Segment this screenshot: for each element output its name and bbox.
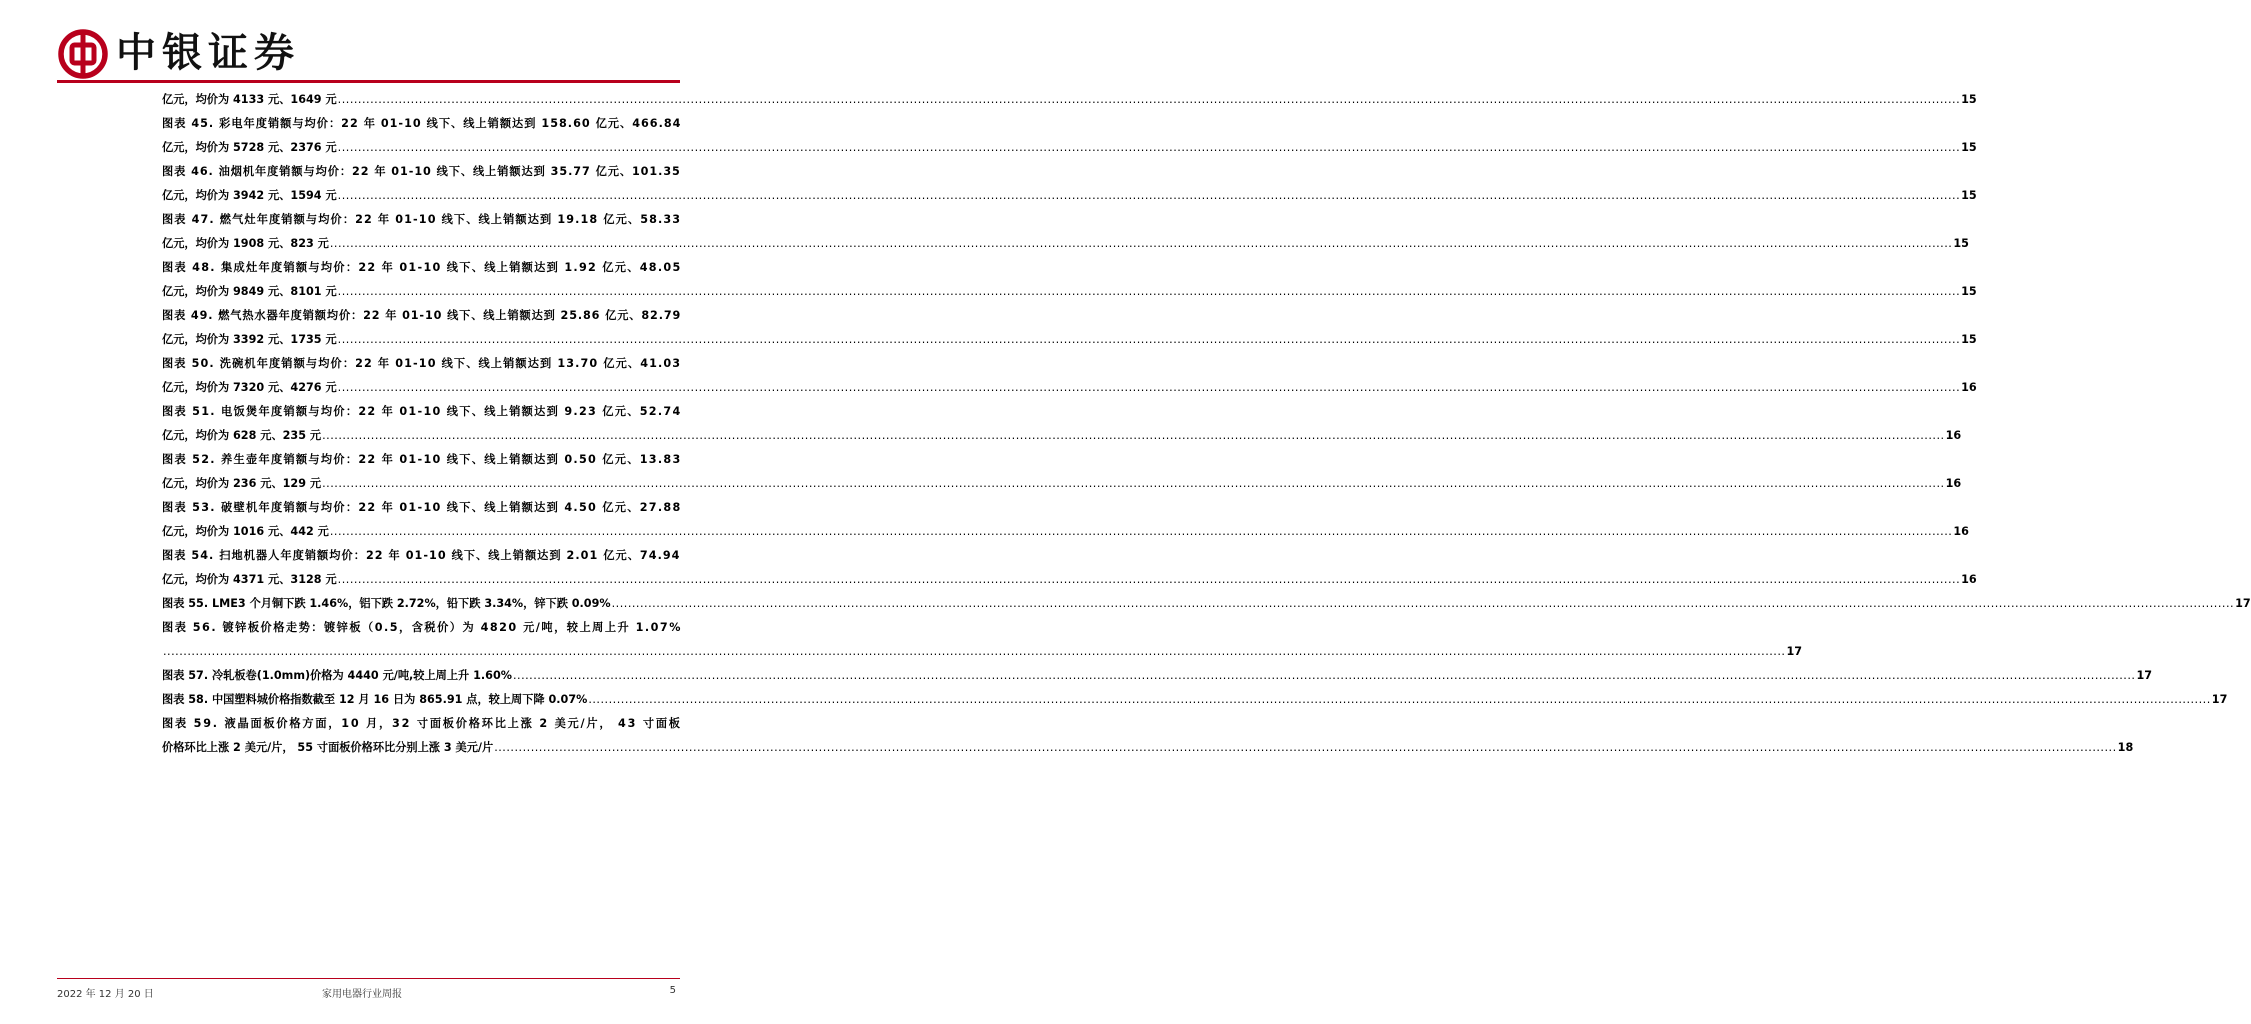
toc-entry[interactable] (162, 664, 2153, 688)
toc-entry-title-continuation: 亿元，均价为 3392 元、1735 元 (162, 333, 337, 346)
toc-entry[interactable] (162, 256, 1977, 304)
dot-leader: ................................................................................................................................................................................................................................................................................................................................................................................................................ (512, 669, 2136, 682)
brand-name: 中银证券 (116, 29, 300, 76)
toc-entry-page-number: 16 (1945, 477, 1962, 490)
toc-entry[interactable] (162, 160, 1977, 208)
dot-leader: ................................................................................................................................................................................................................................................................................................................................................................................................................ (337, 333, 1961, 346)
toc-entry-title-continuation: 图表 55. LME3 个月铜下跌 1.46%，铝下跌 2.72%，铅下跌 3.34%，锌下跌 0.09% (162, 597, 611, 610)
toc-entry-page-number: 16 (1953, 525, 1969, 538)
toc-entry-page-number: 15 (1961, 93, 1977, 106)
toc-entry-title-continuation: 亿元，均价为 7320 元、4276 元 (162, 381, 337, 394)
dot-leader: ................................................................................................................................................................................................................................................................................................................................................................................................................ (337, 285, 1961, 298)
toc-entry-title-continuation: 亿元，均价为 1908 元、823 元 (162, 237, 329, 250)
toc-entry-page-number: 18 (2117, 741, 2134, 754)
toc-entry-title-continuation: 亿元，均价为 4133 元、1649 元 (162, 93, 337, 106)
toc-entry-page-number: 16 (1961, 573, 1977, 586)
toc-entry-page-number: 15 (1961, 285, 1977, 298)
toc-entry-page-number: 17 (2136, 669, 2153, 682)
toc-entry-title-line: 图表 52. 养生壶年度销额与均价：22 年 01-10 线下、线上销额达到 0.50 亿元、13.83 (162, 453, 682, 466)
header-divider (57, 80, 680, 83)
toc-entry[interactable] (162, 616, 1803, 664)
toc-entry-page-number: 17 (2211, 693, 2228, 706)
toc-entry-title-line: 图表 54. 扫地机器人年度销额均价：22 年 01-10 线下、线上销额达到 2.01 亿元、74.94 (162, 549, 681, 562)
toc-entry-page-number: 17 (1786, 645, 1803, 658)
toc-entry[interactable] (162, 496, 1969, 544)
dot-leader: ................................................................................................................................................................................................................................................................................................................................................................................................................ (337, 189, 1961, 202)
toc-entry-title-continuation: 价格环比上涨 2 美元/片， 55 寸面板价格环比分别上涨 3 美元/片 (162, 741, 494, 754)
toc-entry-title-continuation: 亿元，均价为 9849 元、8101 元 (162, 285, 337, 298)
toc-entry-title-line: 图表 47. 燃气灶年度销额与均价：22 年 01-10 线下、线上销额达到 19.18 亿元、58.33 (162, 213, 682, 226)
toc-entry-title-line: 图表 50. 洗碗机年度销额与均价：22 年 01-10 线下、线上销额达到 13.70 亿元、41.03 (162, 357, 682, 370)
toc-entry-title-line: 图表 45. 彩电年度销额与均价：22 年 01-10 线下、线上销额达到 158.60 亿元、466.84 (162, 117, 682, 130)
dot-leader: ................................................................................................................................................................................................................................................................................................................................................................................................................ (611, 597, 2235, 610)
dot-leader: ................................................................................................................................................................................................................................................................................................................................................................................................................ (163, 645, 1786, 658)
toc-entry-title-line: 图表 51. 电饭煲年度销额与均价：22 年 01-10 线下、线上销额达到 9.23 亿元、52.74 (162, 405, 682, 418)
toc-entry-page-number: 15 (1953, 237, 1969, 250)
toc-entry-title-continuation: 图表 58. 中国塑料城价格指数截至 12 月 16 日为 865.91 点，较上周下降 0.07% (162, 693, 588, 706)
dot-leader: ................................................................................................................................................................................................................................................................................................................................................................................................................ (588, 693, 2211, 706)
dot-leader: ................................................................................................................................................................................................................................................................................................................................................................................................................ (329, 237, 1953, 250)
toc-entry-title-continuation: 亿元，均价为 4371 元、3128 元 (162, 573, 337, 586)
toc-entry-page-number: 16 (1961, 381, 1977, 394)
toc-entry-page-number: 15 (1961, 333, 1977, 346)
toc-entry-title-line: 图表 46. 油烟机年度销额与均价：22 年 01-10 线下、线上销额达到 35.77 亿元、101.35 (162, 165, 681, 178)
footer-divider (57, 978, 680, 979)
toc-entry-title-line: 图表 49. 燃气热水器年度销额均价：22 年 01-10 线下、线上销额达到 25.86 亿元、82.79 (162, 309, 682, 322)
toc-entry-title-continuation: 图表 57. 冷轧板卷(1.0mm)价格为 4440 元/吨,较上周上升 1.60% (162, 669, 512, 682)
toc-entry-title-line: 图表 48. 集成灶年度销额与均价：22 年 01-10 线下、线上销额达到 1.92 亿元、48.05 (162, 261, 682, 274)
toc-entry[interactable] (162, 400, 1962, 448)
toc-entry-page-number: 15 (1961, 141, 1977, 154)
footer-page-number: 5 (669, 985, 676, 996)
toc-entry[interactable] (162, 112, 1977, 160)
toc-entry[interactable] (162, 592, 2251, 616)
toc-entry[interactable] (162, 208, 1969, 256)
toc-entry-page-number: 17 (2235, 597, 2251, 610)
toc-entry-title-line: 图表 56. 镀锌板价格走势：镀锌板（0.5，含税价）为 4820 元/吨，较上周上升 1.07% (162, 621, 682, 634)
toc-entry[interactable] (162, 304, 1977, 352)
toc-entry[interactable] (162, 352, 1977, 400)
toc-entry-title-continuation: 亿元，均价为 628 元、235 元 (162, 429, 322, 442)
dot-leader: ................................................................................................................................................................................................................................................................................................................................................................................................................ (337, 141, 1961, 154)
toc-entry-page-number: 16 (1945, 429, 1962, 442)
toc-entry-title-line: 图表 53. 破壁机年度销额与均价：22 年 01-10 线下、线上销额达到 4.50 亿元、27.88 (162, 501, 682, 514)
toc-entry-page-number: 15 (1961, 189, 1977, 202)
dot-leader: ................................................................................................................................................................................................................................................................................................................................................................................................................ (322, 429, 1945, 442)
toc-entry-title-line: 图表 59. 液晶面板价格方面，10 月，32 寸面板价格环比上涨 2 美元/片， 43 寸面板 (162, 717, 682, 730)
table-of-figures (162, 88, 2251, 760)
toc-entry-title-continuation: 亿元，均价为 1016 元、442 元 (162, 525, 329, 538)
bank-of-china-logo (57, 28, 109, 80)
toc-entry[interactable] (162, 448, 1962, 496)
toc-entry[interactable] (162, 688, 2228, 712)
toc-entry[interactable] (162, 88, 1977, 112)
toc-entry[interactable] (162, 712, 2134, 760)
toc-entry[interactable] (162, 544, 1977, 592)
dot-leader: ................................................................................................................................................................................................................................................................................................................................................................................................................ (494, 741, 2117, 754)
dot-leader: ................................................................................................................................................................................................................................................................................................................................................................................................................ (322, 477, 1945, 490)
footer-date: 2022 年 12 月 20 日 (57, 989, 154, 1000)
toc-entry-title-continuation: 亿元，均价为 3942 元、1594 元 (162, 189, 337, 202)
toc-entry-title-continuation: 亿元，均价为 236 元、129 元 (162, 477, 322, 490)
dot-leader: ................................................................................................................................................................................................................................................................................................................................................................................................................ (337, 573, 1961, 586)
dot-leader: ................................................................................................................................................................................................................................................................................................................................................................................................................ (337, 93, 1961, 106)
footer-report-title: 家用电器行业周报 (322, 989, 402, 1000)
toc-entry-title-continuation: 亿元，均价为 5728 元、2376 元 (162, 141, 337, 154)
dot-leader: ................................................................................................................................................................................................................................................................................................................................................................................................................ (337, 381, 1961, 394)
dot-leader: ................................................................................................................................................................................................................................................................................................................................................................................................................ (329, 525, 1953, 538)
